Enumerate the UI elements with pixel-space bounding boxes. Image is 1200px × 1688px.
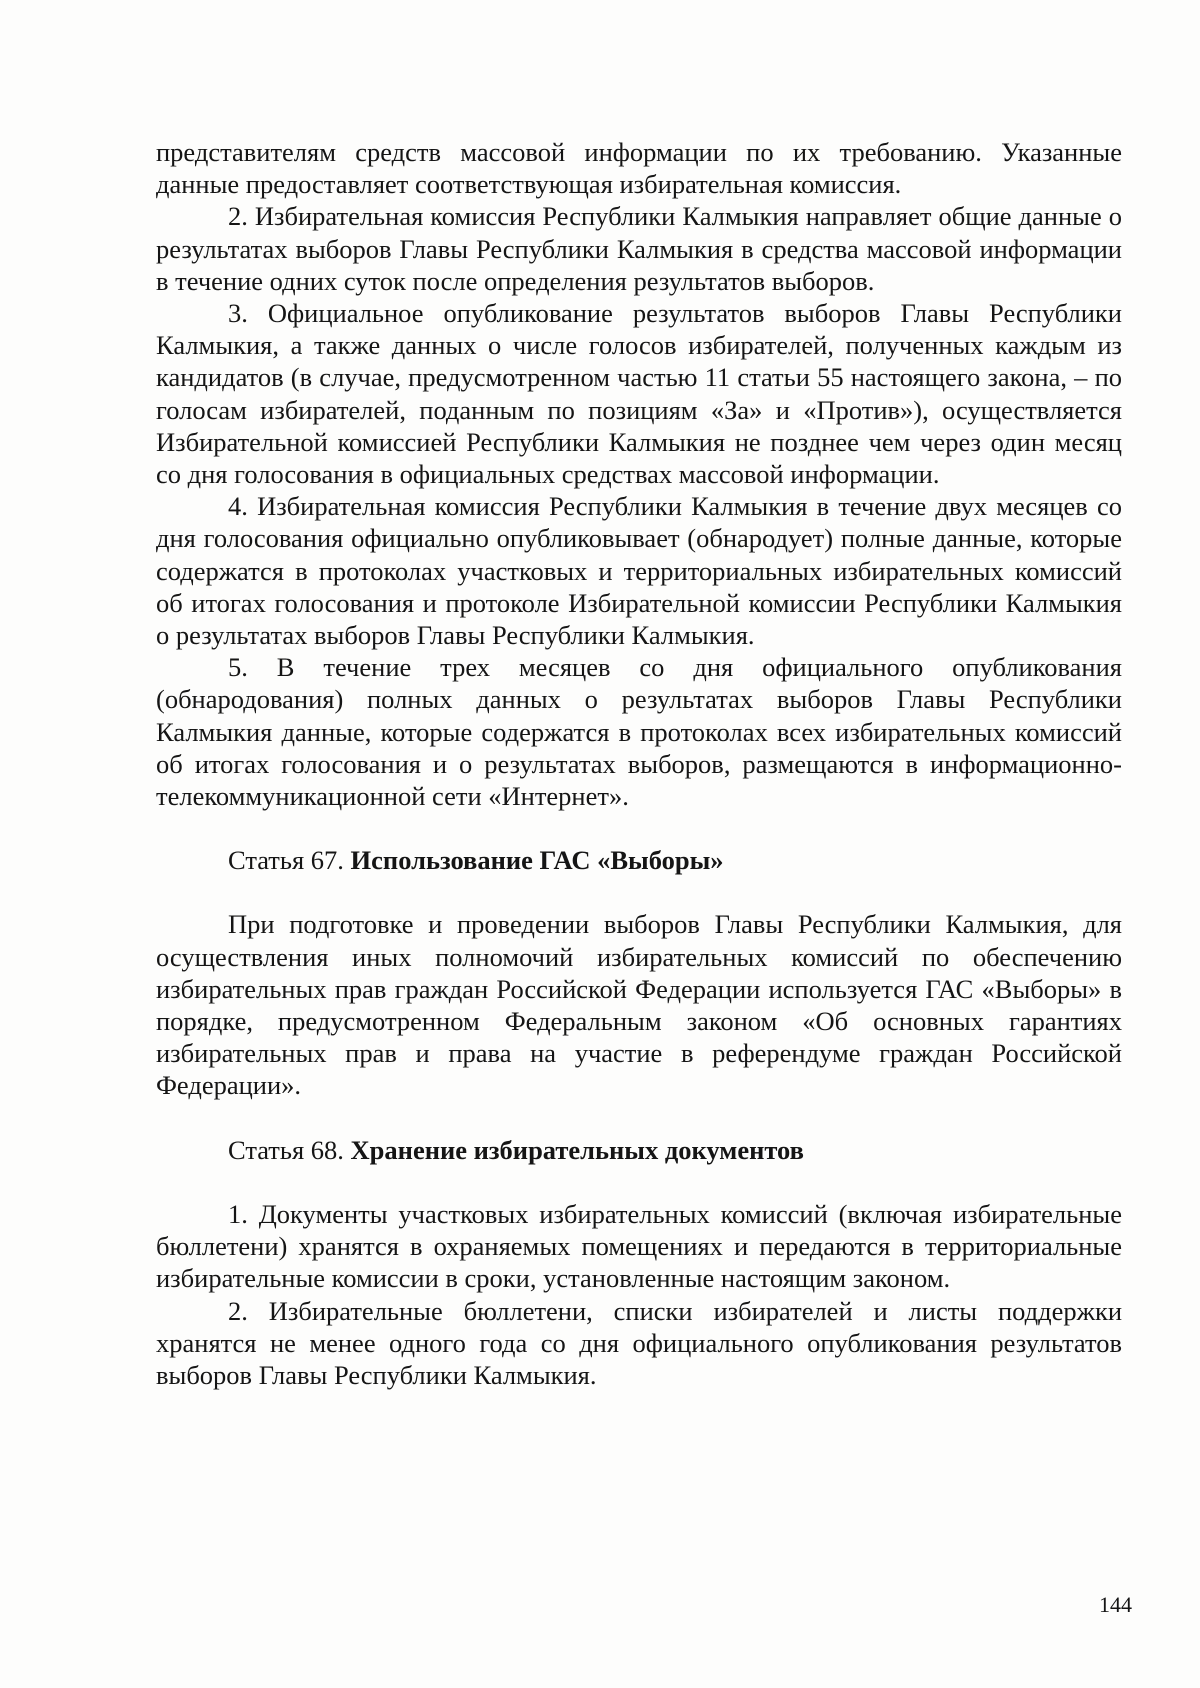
article-67-heading <box>156 844 1122 876</box>
article-67-prefix: Статья 67. <box>228 845 344 876</box>
article-66-item-5: 5. В течение трех месяцев со дня официального опубликования (обнародования) полных данных о результатах выборов Главы Республики Калмыкия данные, которые содержатся в протоколах всех избирательных комиссий об итогах голосования и о результатах выборов, размещаются в информационно-телекоммуникационной сети «Интернет». <box>156 652 1122 812</box>
page-number: 144 <box>1099 1592 1132 1617</box>
article-68-title: Хранение избирательных документов <box>350 1134 804 1165</box>
article-66-item-4: 4. Избирательная комиссия Республики Калмыкия в течение двух месяцев со дня голосования официально опубликовывает (обнародует) полные данные, которые содержатся в протоколах участковых и территориальных избирательных комиссий об итогах голосования и протоколе Избирательной комиссии Республики Калмыкия о результатах выборов Главы Республики Калмыкия. <box>156 491 1122 651</box>
article-68-item-2: 2. Избирательные бюллетени, списки избирателей и листы поддержки хранятся не менее одного года со дня официального опубликования результатов выборов Главы Республики Калмыкия. <box>156 1295 1122 1390</box>
article-66-item-3: 3. Официальное опубликование результатов выборов Главы Республики Калмыкия, а также данных о числе голосов избирателей, полученных каждым из кандидатов (в случае, предусмотренном частью 11 статьи 55 настоящего закона, – по голосам избирателей, поданным по позициям «За» и «Против»), осуществляется Избирательной комиссией Республики Калмыкия не позднее чем через один месяц со дня голосования в официальных средствах массовой информации. <box>156 298 1122 490</box>
document-body <box>156 136 1122 1391</box>
article-68-prefix: Статья 68. <box>228 1134 344 1165</box>
article-66-item-2: 2. Избирательная комиссия Республики Калмыкия направляет общие данные о результатах выборов Главы Республики Калмыкия в средства массовой информации в течение одних суток после определения результатов выборов. <box>156 201 1122 296</box>
article-67-title: Использование ГАС «Выборы» <box>350 845 724 876</box>
article-68-heading <box>156 1134 1122 1166</box>
paragraph-continuation: представителям средств массовой информации по их требованию. Указанные данные предоставляет соответствующая избирательная комиссия. <box>156 137 1122 200</box>
article-68-item-1: 1. Документы участковых избирательных комиссий (включая избирательные бюллетени) хранятся в охраняемых помещениях и передаются в территориальные избирательные комиссии в сроки, установленные настоящим законом. <box>156 1198 1122 1294</box>
article-67-text: При подготовке и проведении выборов Главы Республики Калмыкия, для осуществления иных полномочий избирательных комиссий по обеспечению избирательных прав граждан Российской Федерации используется ГАС «Выборы» в порядке, предусмотренном Федеральным законом «Об основных гарантиях избирательных прав и права на участие в референдуме граждан Российской Федерации». <box>156 909 1122 1101</box>
